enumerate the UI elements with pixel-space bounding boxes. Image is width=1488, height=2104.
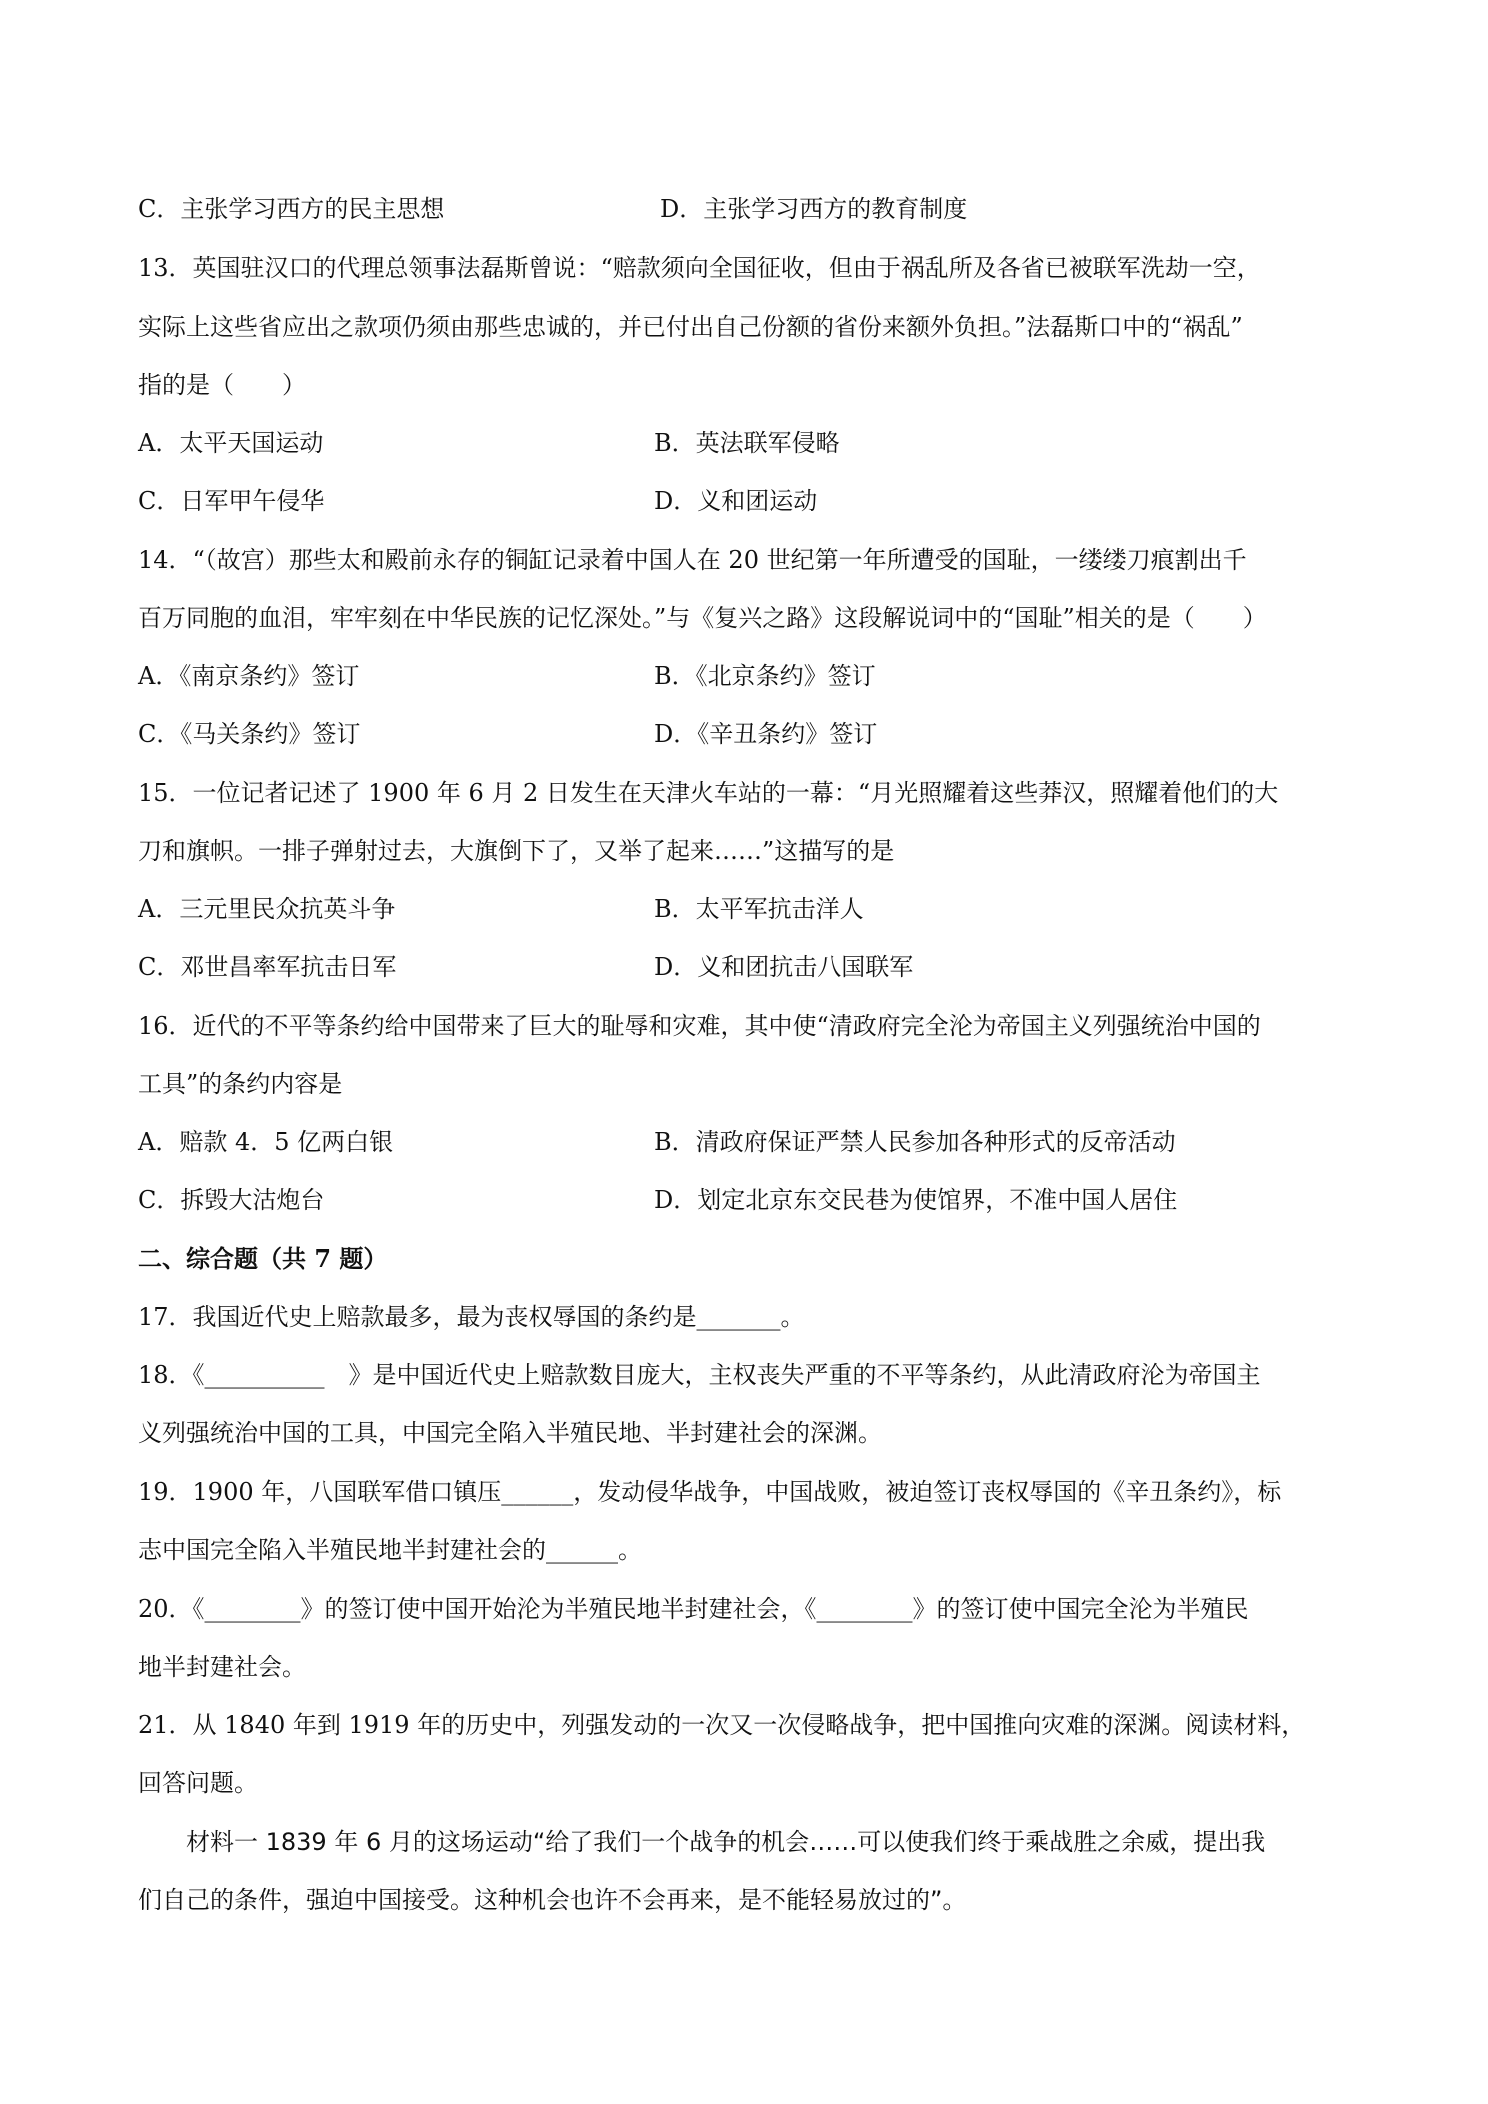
q12-option-c: C．主张学习西方的民主思想 xyxy=(138,195,445,223)
q21-material-1-line-2: 们自己的条件，强迫中国接受。这种机会也许不会再来，是不能轻易放过的”。 xyxy=(138,1886,967,1914)
q16-option-d: D．划定北京东交民巷为使馆界，不准中国人居住 xyxy=(654,1186,1178,1214)
q14-option-a: A．《南京条约》签订 xyxy=(138,662,360,690)
q16-stem-line-1: 16．近代的不平等条约给中国带来了巨大的耻辱和灾难，其中使“清政府完全沦为帝国主义列强统治中国的 xyxy=(138,1012,1261,1040)
q15-option-d: D．义和团抗击八国联军 xyxy=(654,953,914,981)
q18-stem-line-1: 18．《__________ 》是中国近代史上赔款数目庞大，主权丧失严重的不平等条约，从此清政府沦为帝国主 xyxy=(138,1361,1261,1389)
q13-option-c: C．日军甲午侵华 xyxy=(138,487,325,515)
q18-stem-line-2: 义列强统治中国的工具，中国完全陷入半殖民地、半封建社会的深渊。 xyxy=(138,1419,882,1447)
q13-option-d: D．义和团运动 xyxy=(654,487,818,515)
q13-stem-line-2: 实际上这些省应出之款项仍须由那些忠诚的，并已付出自己份额的省份来额外负担。”法磊斯口中的“祸乱” xyxy=(138,313,1243,341)
q21-stem-line-2: 回答问题。 xyxy=(138,1769,258,1797)
q14-stem-line-2: 百万同胞的血泪，牢牢刻在中华民族的记忆深处。”与《复兴之路》这段解说词中的“国耻”相关的是（ ） xyxy=(138,604,1267,632)
q14-stem-line-1: 14．“（故宫）那些太和殿前永存的铜缸记录着中国人在 20 世纪第一年所遭受的国耻，一缕缕刀痕割出千 xyxy=(138,546,1247,574)
q21-stem-line-1: 21．从 1840 年到 1919 年的历史中，列强发动的一次又一次侵略战争，把中国推向灾难的深渊。阅读材料， xyxy=(138,1711,1306,1739)
q15-option-c: C．邓世昌率军抗击日军 xyxy=(138,953,397,981)
q16-option-b: B．清政府保证严禁人民参加各种形式的反帝活动 xyxy=(654,1128,1176,1156)
q13-option-b: B．英法联军侵略 xyxy=(654,429,840,457)
q16-option-c: C．拆毁大沽炮台 xyxy=(138,1186,325,1214)
q16-option-a: A．赔款 4．5 亿两白银 xyxy=(138,1128,394,1156)
q13-stem-line-1: 13．英国驻汉口的代理总领事法磊斯曾说：“赔款须向全国征收，但由于祸乱所及各省已被联军洗劫一空， xyxy=(138,254,1261,282)
q20-stem-line-1: 20．《________》的签订使中国开始沦为半殖民地半封建社会，《________》的签订使中国完全沦为半殖民 xyxy=(138,1595,1249,1623)
q12-option-d: D．主张学习西方的教育制度 xyxy=(660,195,968,223)
section-2-heading: 二、综合题（共 7 题） xyxy=(138,1244,388,1273)
q14-option-d: D．《辛丑条约》签订 xyxy=(654,720,878,748)
q21-material-1-line-1: 材料一 1839 年 6 月的这场运动“给了我们一个战争的机会……可以使我们终于乘战胜之余威，提出我 xyxy=(186,1828,1266,1856)
q13-option-a: A．太平天国运动 xyxy=(138,429,324,457)
q19-stem-line-2: 志中国完全陷入半殖民地半封建社会的______。 xyxy=(138,1536,642,1564)
q16-stem-line-2: 工具”的条约内容是 xyxy=(138,1070,343,1098)
q15-option-b: B．太平军抗击洋人 xyxy=(654,895,864,923)
q19-stem-line-1: 19．1900 年，八国联军借口镇压______，发动侵华战争，中国战败，被迫签订丧权辱国的《辛丑条约》，标 xyxy=(138,1478,1282,1506)
q15-option-a: A．三元里民众抗英斗争 xyxy=(138,895,396,923)
q17-stem-line-1: 17．我国近代史上赔款最多，最为丧权辱国的条约是_______。 xyxy=(138,1303,805,1331)
q14-option-b: B．《北京条约》签订 xyxy=(654,662,876,690)
q13-stem-line-3: 指的是（ ） xyxy=(138,371,306,399)
q20-stem-line-2: 地半封建社会。 xyxy=(138,1653,306,1681)
q15-stem-line-2: 刀和旗帜。一排子弹射过去，大旗倒下了，又举了起来……”这描写的是 xyxy=(138,837,895,865)
q15-stem-line-1: 15．一位记者记述了 1900 年 6 月 2 日发生在天津火车站的一幕：“月光照耀着这些莽汉，照耀着他们的大 xyxy=(138,779,1279,807)
q14-option-c: C．《马关条约》签订 xyxy=(138,720,361,748)
